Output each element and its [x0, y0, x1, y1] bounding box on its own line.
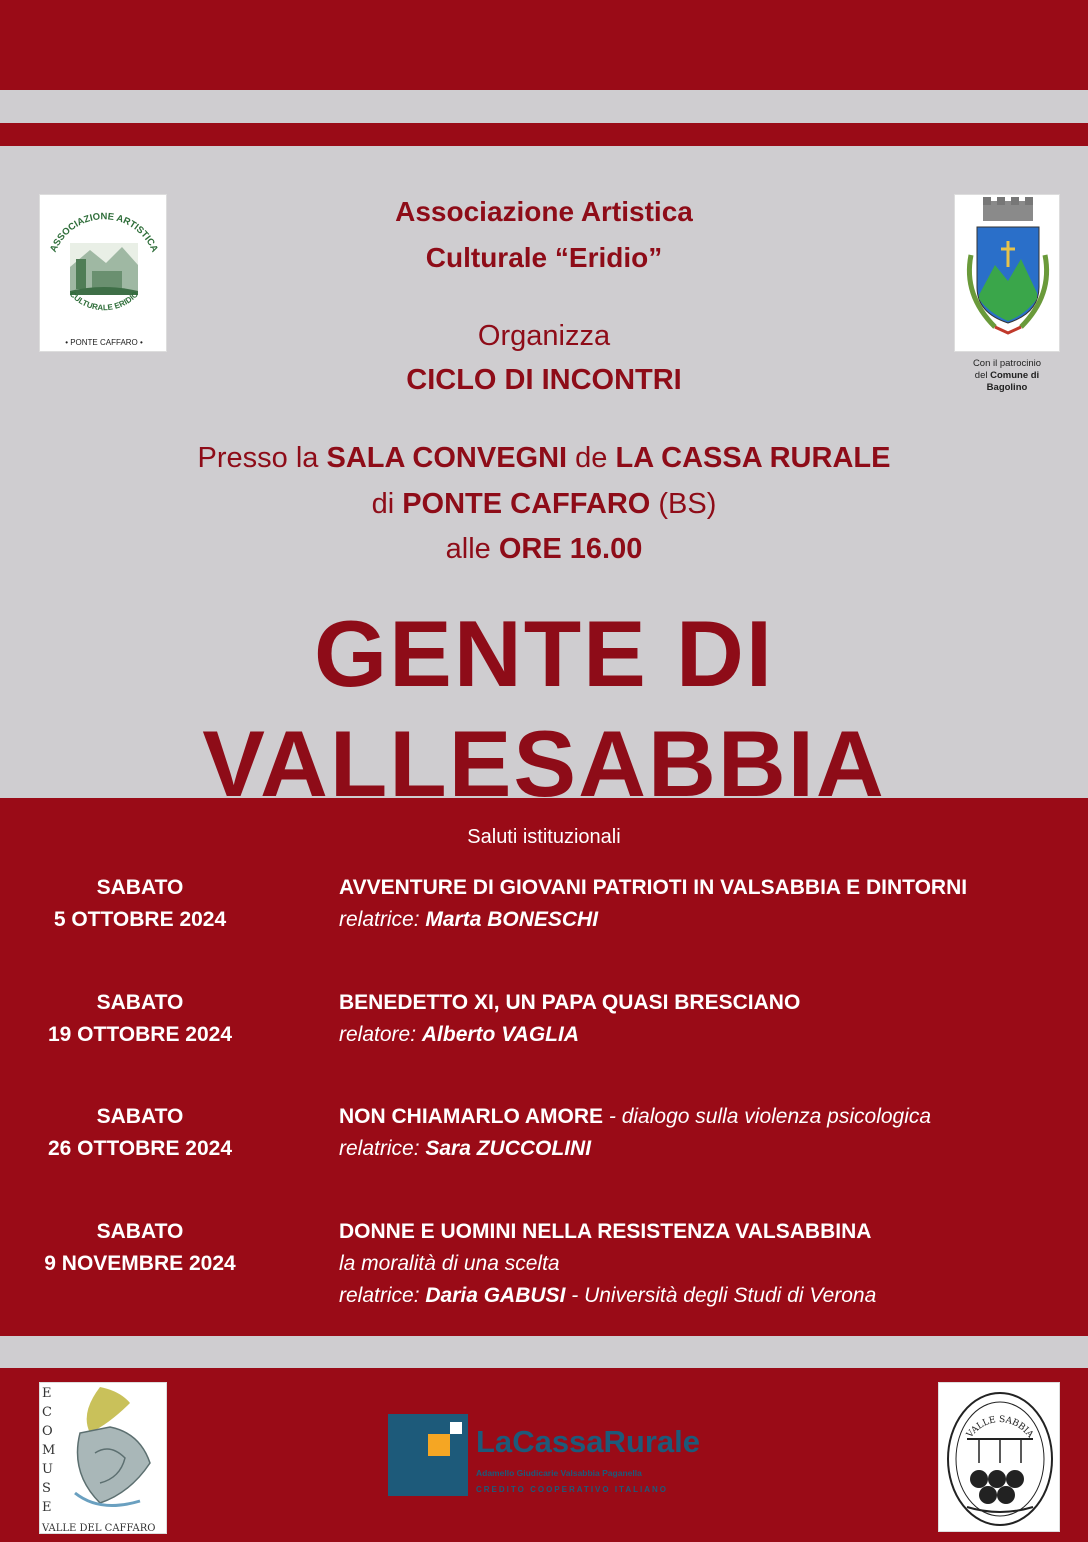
event-body: [339, 1101, 1069, 1165]
event-day: SABATO: [96, 1220, 184, 1243]
event-day: SABATO: [96, 876, 184, 899]
bank-subtitle-2: CREDITO COOPERATIVO ITALIANO: [476, 1485, 669, 1494]
event-speaker: Alberto VAGLIA: [421, 1023, 579, 1046]
event-date-text: 5 OTTOBRE 2024: [53, 908, 227, 931]
ecomuseo-vertical-text: E C O M U S E: [42, 1386, 56, 1515]
cassa-rurale-logo: [388, 1412, 728, 1500]
eridio-logo-place: • PONTE CAFFARO •: [65, 338, 143, 347]
bank-name-3: Rurale: [603, 1424, 701, 1459]
patrocinio-prefix: Con il patrocinio: [972, 358, 1042, 369]
venue-time: ORE 16.00: [498, 533, 643, 565]
bank-name-2: Cassa: [512, 1424, 604, 1459]
valle-sabbia-seal: [938, 1382, 1060, 1532]
patrocinio-del: del: [974, 370, 988, 381]
patrocinio-town: Bagolino: [986, 382, 1028, 393]
main-title-clip: [0, 706, 1088, 798]
seal-text: VALLE SABBIA: [965, 1414, 1035, 1441]
venue-line2: [0, 488, 1088, 521]
event-day: SABATO: [96, 991, 184, 1014]
event-role: relatore:: [339, 1023, 422, 1046]
event-body: [339, 872, 1069, 936]
ecomuseo-bottom-text: VALLE DEL CAFFARO: [42, 1523, 156, 1534]
bank-name: [476, 1424, 700, 1459]
organizer-name-line2: Culturale “Eridio”: [425, 242, 663, 273]
event-date: [30, 1101, 250, 1165]
venue-prov: (BS): [650, 488, 717, 520]
top-band: [0, 0, 1088, 90]
event-subtitle: la moralità di una scelta: [339, 1252, 560, 1275]
eridio-logo-text-top: ASSOCIAZIONE ARTISTICA: [48, 211, 160, 255]
event-role: relatrice:: [339, 1284, 426, 1307]
bank-subtitle: Adamello Giudicarie Valsabbia Paganella: [476, 1468, 642, 1478]
bank-name-1: La: [476, 1424, 513, 1459]
event-day: SABATO: [96, 1105, 184, 1128]
event-title: BENEDETTO XI, UN PAPA QUASI BRESCIANO: [339, 991, 801, 1014]
venue-alle: alle: [445, 533, 499, 565]
event-body: [339, 1216, 1069, 1312]
venue-presso: Presso la: [197, 442, 327, 474]
organizer-name-line1: Associazione Artistica: [395, 196, 693, 227]
saluti-label: Saluti istituzionali: [467, 826, 621, 848]
event-affiliation: - Università degli Studi di Verona: [565, 1284, 877, 1307]
main-title-line2: VALLESABBIA: [202, 711, 886, 798]
event-title: DONNE E UOMINI NELLA RESISTENZA VALSABBINA: [339, 1220, 872, 1243]
event-title: AVVENTURE DI GIOVANI PATRIOTI IN VALSABBIA E DINTORNI: [339, 876, 968, 899]
event-body: [339, 987, 1069, 1051]
main-title-line1: GENTE DI: [314, 601, 774, 706]
patrocinio-comune: Comune di: [990, 370, 1040, 381]
event-date: [30, 872, 250, 936]
ciclo-label: CICLO DI INCONTRI: [406, 364, 682, 396]
event-date: [30, 1216, 250, 1280]
event-speaker: Daria GABUSI: [425, 1284, 566, 1307]
venue-place: PONTE CAFFARO: [402, 488, 651, 520]
venue-line3: [0, 533, 1088, 566]
venue-de: de: [567, 442, 616, 474]
event-date: [30, 987, 250, 1051]
event-title-suffix: - dialogo sulla violenza psicologica: [603, 1105, 932, 1128]
venue-line1: [0, 442, 1088, 475]
event-date-text: 19 OTTOBRE 2024: [47, 1023, 233, 1046]
venue-di: di: [371, 488, 403, 520]
eridio-logo-text-bottom: CULTURALE ERIDIO: [67, 289, 141, 313]
organizza-label: Organizza: [477, 320, 611, 352]
event-role: relatrice:: [339, 1137, 426, 1160]
event-date-text: 9 NOVEMBRE 2024: [44, 1252, 236, 1275]
event-role: relatrice:: [339, 908, 426, 931]
venue-sala: SALA CONVEGNI: [326, 442, 568, 474]
event-speaker: Marta BONESCHI: [425, 908, 599, 931]
ecomuseo-logo: [39, 1382, 167, 1534]
event-title: NON CHIAMARLO AMORE: [339, 1105, 604, 1128]
venue-cassa: LA CASSA RURALE: [615, 442, 891, 474]
second-band: [0, 123, 1088, 146]
event-date-text: 26 OTTOBRE 2024: [47, 1137, 233, 1160]
event-speaker: Sara ZUCCOLINI: [425, 1137, 592, 1160]
